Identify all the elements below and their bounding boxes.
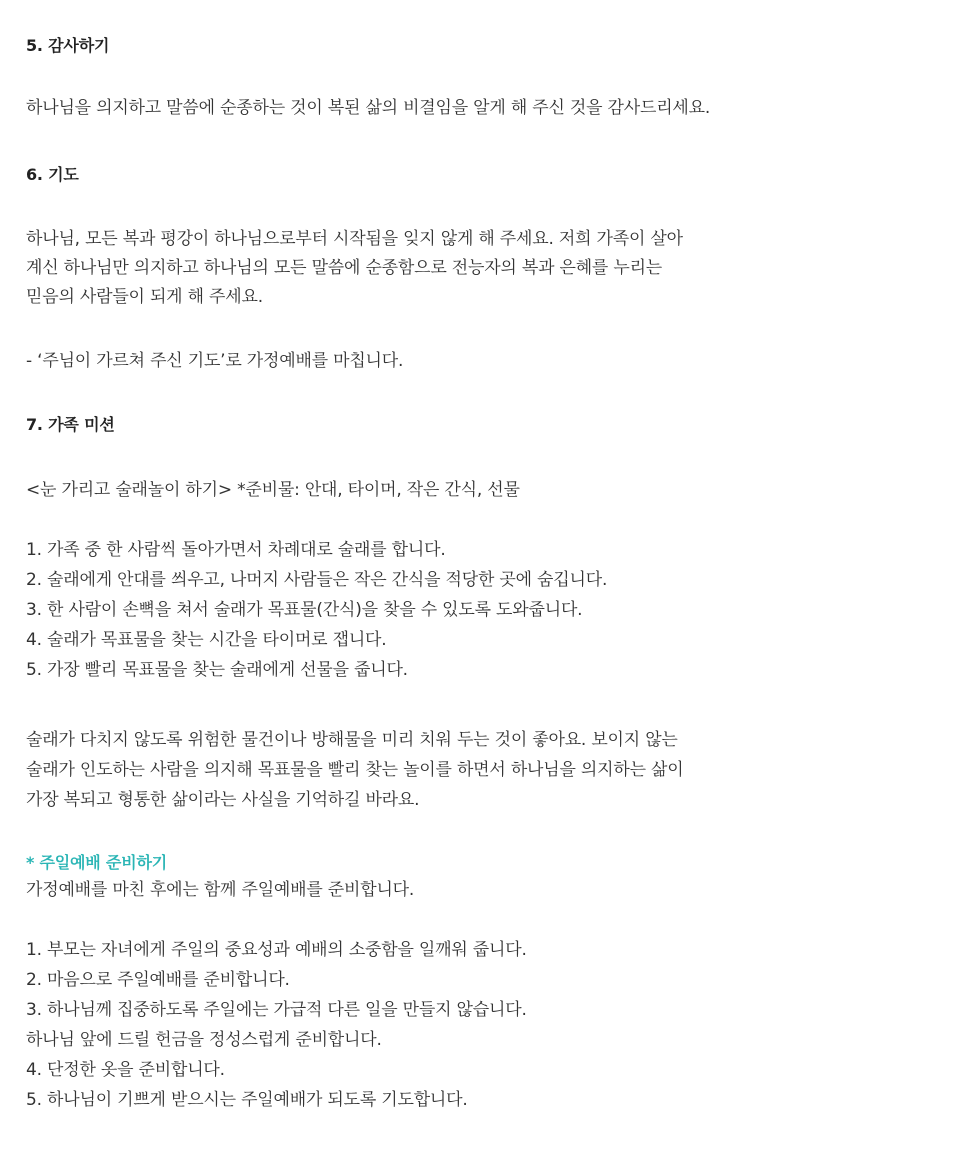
sunday-prep-item-1: 1. 부모는 자녀에게 주일의 중요성과 예배의 소중함을 일깨워 줍니다. [26,940,527,960]
prayer-line-2: 계신 하나님만 의지하고 하나님의 모든 말씀에 순종함으로 전능자의 복과 은혜를 누리는 [26,258,663,278]
section-5-heading: 5. 감사하기 [26,36,110,55]
mission-activity: <눈 가리고 술래놀이 하기> *준비물: 안대, 타이머, 작은 간식, 선물 [26,480,520,500]
prayer-line-1: 하나님, 모든 복과 평강이 하나님으로부터 시작됨을 잊지 않게 해 주세요. 저희 가족이 살아 [26,229,683,249]
sunday-prep-heading: * 주일예배 준비하기 [26,853,167,872]
sunday-prep-item-4: 4. 단정한 옷을 준비합니다. [26,1060,225,1080]
sunday-prep-item-3: 3. 하나님께 집중하도록 주일에는 가급적 다른 일을 만들지 않습니다. [26,1000,527,1020]
sunday-prep-item-3-continued: 하나님 앞에 드릴 헌금을 정성스럽게 준비합니다. [26,1030,382,1050]
prayer-line-3: 믿음의 사람들이 되게 해 주세요. [26,287,263,307]
prayer-closing: - ‘주님이 가르쳐 주신 기도’로 가정예배를 마칩니다. [26,351,404,371]
mission-note-line-3: 가장 복되고 형통한 삶이라는 사실을 기억하길 바라요. [26,790,420,810]
mission-step-5: 5. 가장 빨리 목표물을 찾는 술래에게 선물을 줍니다. [26,660,408,680]
mission-step-2: 2. 술래에게 안대를 씌우고, 나머지 사람들은 작은 간식을 적당한 곳에 숨깁니다. [26,570,608,590]
mission-note-line-1: 술래가 다치지 않도록 위험한 물건이나 방해물을 미리 치워 두는 것이 좋아요. 보이지 않는 [26,730,678,750]
mission-step-3: 3. 한 사람이 손뼉을 쳐서 술래가 목표물(간식)을 찾을 수 있도록 도와줍니다. [26,600,583,620]
sunday-prep-intro: 가정예배를 마친 후에는 함께 주일예배를 준비합니다. [26,880,415,900]
mission-note-line-2: 술래가 인도하는 사람을 의지해 목표물을 빨리 찾는 놀이를 하면서 하나님을 의지하는 삶이 [26,760,684,780]
section-6-heading: 6. 기도 [26,165,79,184]
sunday-prep-item-2: 2. 마음으로 주일예배를 준비합니다. [26,970,290,990]
sunday-prep-item-5: 5. 하나님이 기쁘게 받으시는 주일예배가 되도록 기도합니다. [26,1090,468,1110]
section-5-body: 하나님을 의지하고 말씀에 순종하는 것이 복된 삶의 비결임을 알게 해 주신 것을 감사드리세요. [26,98,711,118]
mission-step-4: 4. 술래가 목표물을 찾는 시간을 타이머로 잽니다. [26,630,387,650]
section-7-heading: 7. 가족 미션 [26,415,115,434]
mission-step-1: 1. 가족 중 한 사람씩 돌아가면서 차례대로 술래를 합니다. [26,540,446,560]
